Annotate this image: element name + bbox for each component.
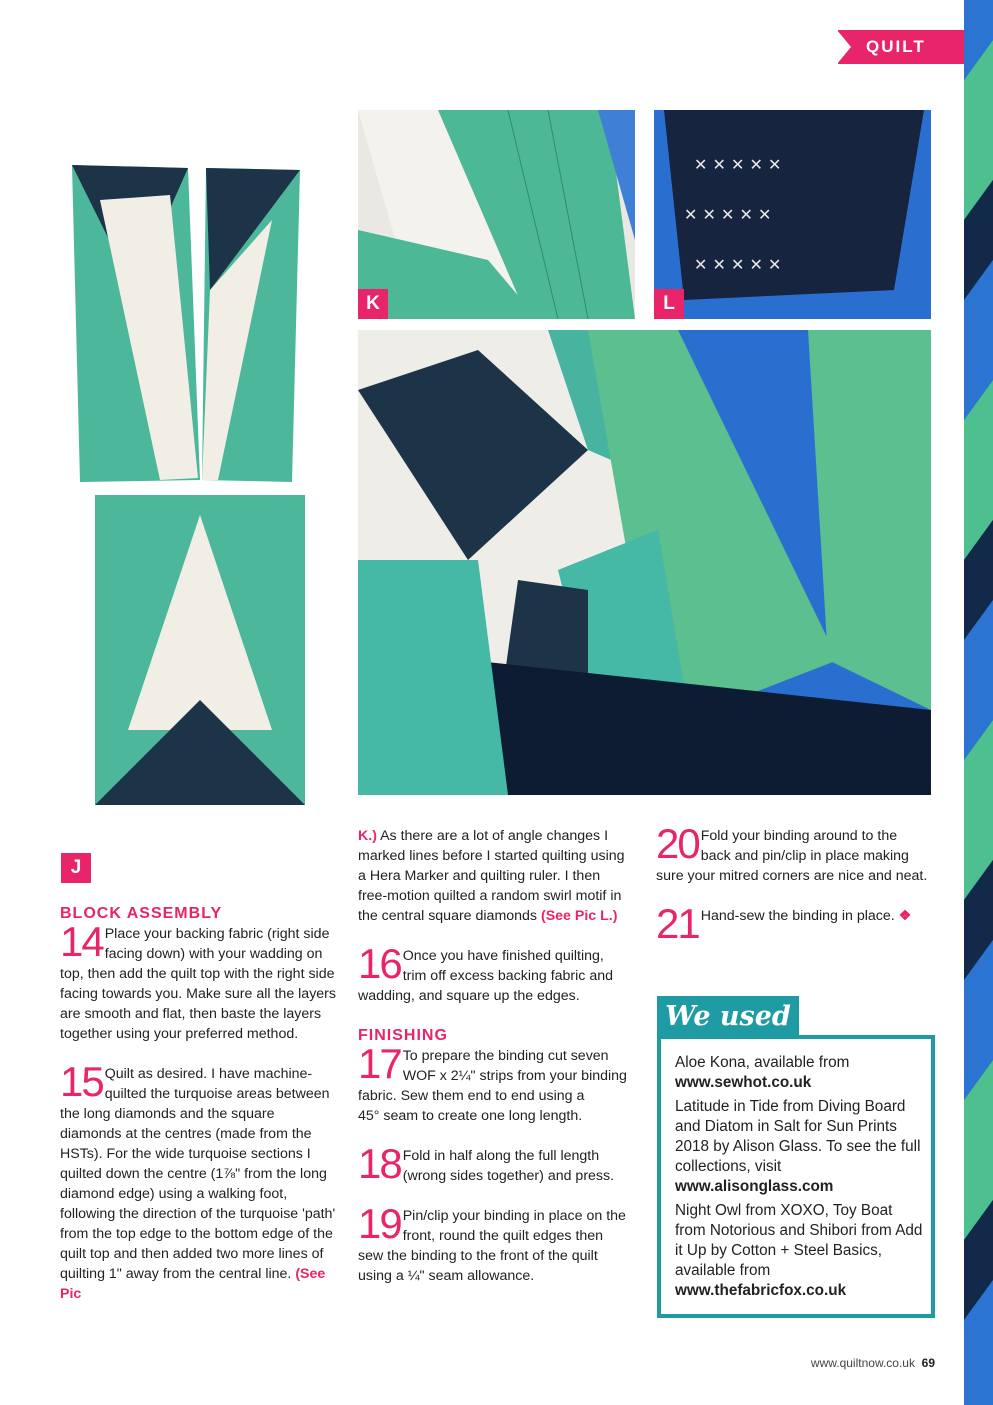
step-17-number: 17 [358,1040,401,1087]
we-used-item-2-link[interactable]: www.alisonglass.com [675,1178,834,1195]
svg-text:✕ ✕ ✕ ✕ ✕: ✕ ✕ ✕ ✕ ✕ [684,205,772,224]
heading-finishing: FINISHING [358,1027,448,1044]
pic-k-text: As there are a lot of angle changes I marked lines before I started quilting using a Hera Marker and quilting ruler. I then free-motion quilted a random swirl motif in the central square diamonds [358,828,625,924]
step-15-number: 15 [60,1058,103,1105]
step-18 [358,1140,630,1187]
step-17-text-b: 45° seam to create one long length. [358,1108,583,1124]
step-20 [656,820,928,886]
pic-k-ref: K.) [358,828,377,844]
page-footer [760,1356,935,1370]
we-used-item-3-text: Night Owl from XOXO, Toy Boat from Notorious and Shibori from Add it Up by Cotton + Steel Basics, available from [675,1202,923,1279]
we-used-item-1 [675,1053,925,1093]
step-16-number: 16 [358,940,401,987]
section-tag-label: QUILT [866,37,926,56]
column-steps-20-21 [656,820,928,947]
step-21-number: 21 [656,900,699,947]
heading-block-assembly: BLOCK ASSEMBLY [60,905,223,922]
photo-l-swirl-quilting [654,110,931,319]
we-used-item-1-link[interactable]: www.sewhot.co.uk [675,1074,812,1091]
we-used-item-3 [675,1201,925,1301]
step-19-number: 19 [358,1200,401,1247]
step-15-pic-ref: (See Pic [60,1266,326,1302]
we-used-item-2-text: Latitude in Tide from Diving Board and Diatom in Salt for Sun Prints 2018 by Alison Glass. To see the full collections, visit [675,1098,921,1175]
step-18-number: 18 [358,1140,401,1187]
step-15-text: Quilt as desired. I have machine-quilted the turquoise areas between the long diamonds and the square diamonds at the centres (made from the HSTs). For the wide turquoise sections I quilted down the centre (1⅞" from the long diamond edge) using a walking foot, following the direction of the turquoise 'path' from the top edge to the bottom edge of the quilt top and then added two more lines of quilting 1" away from the central line. [60,1066,336,1282]
photo-quilt-detail [358,330,931,795]
step-18-text: Fold in half along the full length (wrong sides together) and press. [402,1148,615,1184]
photo-j-block-pieces [60,160,340,820]
photo-k-quilting-lines [358,110,635,319]
photo-j-label: J [61,853,91,883]
photo-l-label: L [654,289,684,319]
step-20-number: 20 [656,820,699,867]
we-used-item-3-link[interactable]: www.thefabricfox.co.uk [675,1282,847,1299]
column-finishing [358,826,630,1286]
step-16 [358,940,630,1006]
section-tag [838,30,964,64]
step-20-text: Fold your binding around to the back and pin/clip in place making sure your mitred corners are nice and neat. [656,828,928,884]
step-17-text-a: To prepare the binding cut seven WOF x 2¼" strips from your binding fabric. Sew them end to end using a [358,1048,627,1104]
pic-k-paragraph [358,826,630,926]
step-16-text: Once you have finished quilting, trim off excess backing fabric and wadding, and square up the edges. [358,948,614,1004]
step-21-text: Hand-sew the binding in place. [700,908,895,924]
we-used-item-1-text: Aloe Kona, available from [675,1054,850,1071]
page-number: 69 [921,1356,935,1370]
edge-decoration-strip [964,0,993,1405]
step-14 [60,918,337,1044]
we-used-title: We used [657,996,799,1038]
we-used-list [675,1053,925,1305]
step-17 [358,1040,630,1126]
end-mark-icon: ❖ [898,908,912,924]
svg-text:✕ ✕ ✕ ✕ ✕: ✕ ✕ ✕ ✕ ✕ [694,155,782,174]
step-19-text: Pin/clip your binding in place on the front, round the quilt edges then sew the binding to the front of the quilt using a ¼" seam allowance. [358,1208,626,1284]
svg-text:✕ ✕ ✕ ✕ ✕: ✕ ✕ ✕ ✕ ✕ [694,255,782,274]
step-14-text: Place your backing fabric (right side facing down) with your wadding on top, then add the quilt top with the right side facing towards you. Make sure all the layers are smooth and flat, then baste the layers together using your preferred method. [60,926,336,1042]
we-used-item-2 [675,1097,925,1197]
pic-l-ref: (See Pic L.) [540,908,618,924]
step-21 [656,900,928,947]
photo-k-label: K [358,289,388,319]
column-block-assembly [60,904,337,1304]
step-15 [60,1058,337,1304]
footer-url[interactable]: www.quiltnow.co.uk [810,1356,915,1370]
step-14-number: 14 [60,918,103,965]
step-19 [358,1200,630,1286]
